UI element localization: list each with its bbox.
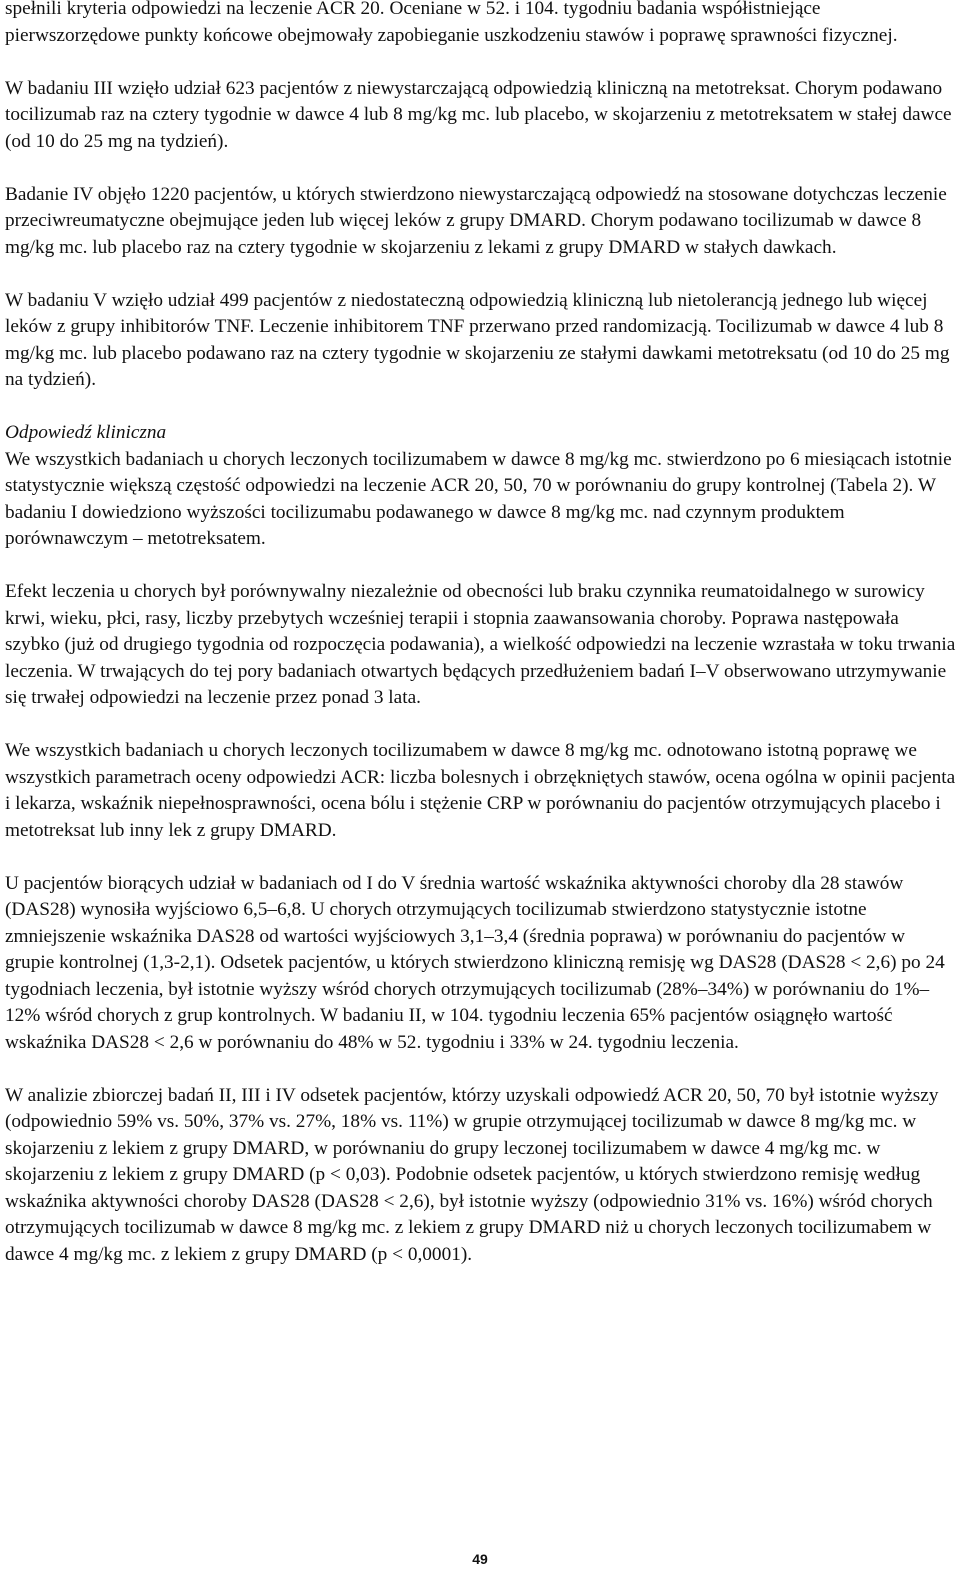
paragraph-pooled-analysis: W analizie zbiorczej badań II, III i IV odsetek pacjentów, którzy uzyskali odpowiedź ACR 20, 50, 70 był istotnie wyższy (odpowiednio 59% vs. 50%, 37% vs. 27%, 18% vs. 11%) w grupie otrzymującej tocilizumab w dawce 8 mg/kg mc. w skojarzeniu z lekiem z grupy DMARD, w porównaniu do grupy leczonej tocilizumabem w dawce 4 mg/kg mc. w skojarzeniu z lekiem z grupy DMARD (p < 0,03). Podobnie odsetek pacjentów, u których stwierdzono remisję według wskaźnika aktywności choroby DAS28 (DAS28 < 2,6), był istotnie wyższy (odpowiednio 31% vs. 16%) wśród chorych otrzymujących tocilizumab w dawce 8 mg/kg mc. z lekiem z grupy DMARD niż u chorych leczonych tocilizumabem w dawce 4 mg/kg mc. z lekiem z grupy DMARD (p < 0,0001). (5, 1084, 939, 1265)
page-number: 49 (472, 1551, 488, 1567)
paragraph-study-iii: W badaniu III wzięło udział 623 pacjentów z niewystarczającą odpowiedzią kliniczną na metotreksat. Chorym podawano tocilizumab raz na cztery tygodnie w dawce 4 lub 8 mg/kg mc. lub placebo, w skojarzeniu z metotreksatem w stałej dawce (od 10 do 25 mg na tydzień). (5, 77, 952, 152)
paragraph-clinical-response-1: We wszystkich badaniach u chorych leczonych tocilizumabem w dawce 8 mg/kg mc. stwierdzono po 6 miesiącach istotnie statystycznie większą częstość odpowiedzi na leczenie ACR 20, 50, 70 w porównaniu do grupy kontrolnej (Tabela 2). W badaniu I dowiedziono wyższości tocilizumabu podawanego w dawce 8 mg/kg mc. nad czynnym produktem porównawczym – metotreksatem. (5, 448, 952, 549)
paragraph-study-v: W badaniu V wzięło udział 499 pacjentów z niedostateczną odpowiedzią kliniczną lub nietolerancją jednego lub więcej leków z grupy inhibitorów TNF. Leczenie inhibitorem TNF przerwano przed randomizacją. Tocilizumab w dawce 4 lub 8 mg/kg mc. lub placebo podawano raz na cztery tygodnie w skojarzeniu ze stałymi dawkami metotreksatu (od 10 do 25 mg na tydzień). (5, 289, 950, 390)
paragraph-study-iv: Badanie IV objęło 1220 pacjentów, u których stwierdzono niewystarczającą odpowiedź na stosowane dotychczas leczenie przeciwreumatyczne obejmujące jeden lub więcej leków z grupy DMARD. Chorym podawano tocilizumab w dawce 8 mg/kg mc. lub placebo raz na cztery tygodnie w skojarzeniu z lekami z grupy DMARD w stałych dawkach. (5, 183, 947, 258)
section-heading-clinical-response: Odpowiedź kliniczna (5, 422, 167, 443)
paragraph-clinical-response-3: We wszystkich badaniach u chorych leczonych tocilizumabem w dawce 8 mg/kg mc. odnotowano istotną poprawę we wszystkich parametrach oceny odpowiedzi ACR: liczba bolesnych i obrzękniętych stawów, ocena ogólna w opinii pacjenta i lekarza, wskaźnik niepełnosprawności, ocena bólu i stężenie CRP w porównaniu do pacjentów otrzymujących placebo i metotreksat lub inny lek z grupy DMARD. (5, 740, 956, 841)
document-body (5, 0, 957, 1295)
paragraph-clinical-response-2: Efekt leczenia u chorych był porównywalny niezależnie od obecności lub braku czynnika reumatoidalnego w surowicy krwi, wieku, płci, rasy, liczby przebytych wcześniej terapii i stopnia zaawansowania choroby. Poprawa następowała szybko (już od drugiego tygodnia od rozpoczęcia podawania), a wielkość odpowiedzi na leczenie wzrastała w toku trwania leczenia. W trwających do tej pory badaniach otwartych będących przedłużeniem badań I–V obserwowano utrzymywanie się trwałej odpowiedzi na leczenie przez ponad 3 lata. (5, 581, 956, 708)
paragraph-das28: U pacjentów biorących udział w badaniach od I do V średnia wartość wskaźnika aktywności choroby dla 28 stawów (DAS28) wynosiła wyjściowo 6,5–6,8. U chorych otrzymujących tocilizumab stwierdzono statystycznie istotne zmniejszenie wskaźnika DAS28 od wartości wyjściowych 3,1–3,4 (średnia poprawa) w porównaniu do pacjentów w grupie kontrolnej (1,3-2,1). Odsetek pacjentów, u których stwierdzono kliniczną remisję wg DAS28 (DAS28 < 2,6) po 24 tygodniach leczenia, był istotnie wyższy wśród chorych otrzymujących tocilizumab (28%–34%) w porównaniu do 1%–12% wśród chorych z grup kontrolnych. W badaniu II, w 104. tygodniu leczenia 65% pacjentów osiągnęło wartość wskaźnika DAS28 < 2,6 w porównaniu do 48% w 52. tygodniu i 33% w 24. tygodniu leczenia. (5, 872, 945, 1053)
paragraph-study-ii-end: spełnili kryteria odpowiedzi na leczenie ACR 20. Oceniane w 52. i 104. tygodniu badania współistniejące pierwszorzędowe punkty końcowe obejmowały zapobieganie uszkodzeniu stawów i poprawę sprawności fizycznej. (5, 0, 898, 46)
